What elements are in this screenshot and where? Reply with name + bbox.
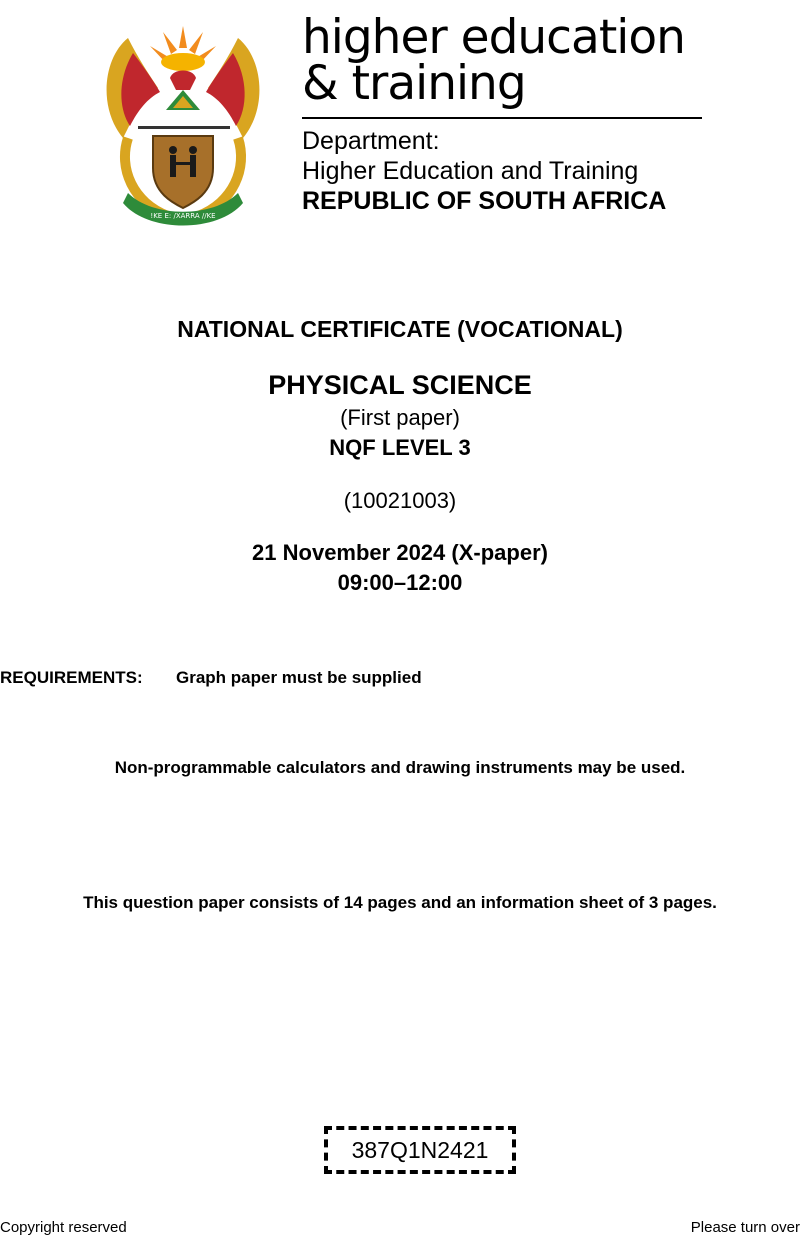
subject-title: PHYSICAL SCIENCE <box>268 370 532 400</box>
footer-copyright: Copyright reserved <box>0 1219 127 1236</box>
paper-number: (First paper) <box>340 405 460 430</box>
nqf-level: NQF LEVEL 3 <box>329 435 471 460</box>
footer-turn-over: Please turn over <box>690 1219 800 1236</box>
certificate-title: NATIONAL CERTIFICATE (VOCATIONAL) <box>177 316 623 342</box>
requirements-label: REQUIREMENTS: <box>0 668 143 687</box>
country-name: REPUBLIC OF SOUTH AFRICA <box>302 187 667 215</box>
brand-line-1: higher education <box>302 10 685 65</box>
requirements <box>0 668 422 688</box>
coat-of-arms-icon <box>98 18 268 230</box>
brand-divider <box>302 117 702 119</box>
paper-code-box <box>324 1126 516 1174</box>
department-name: Higher Education and Training <box>302 157 639 185</box>
crest-motto: !KE E: /XARRA //KE <box>150 212 216 220</box>
page-count-instruction: This question paper consists of 14 pages and an information sheet of 3 pages. <box>83 893 717 912</box>
calculator-instruction: Non-programmable calculators and drawing instruments may be used. <box>114 758 686 777</box>
subject-code: (10021003) <box>343 488 457 513</box>
exam-time: 09:00–12:00 <box>337 570 463 595</box>
paper-code: 387Q1N2421 <box>351 1136 489 1163</box>
exam-date: 21 November 2024 (X-paper) <box>252 540 548 565</box>
department-label: Department: <box>302 127 440 155</box>
requirements-value: Graph paper must be supplied <box>176 668 422 687</box>
brand-line-2: & training <box>302 56 526 111</box>
